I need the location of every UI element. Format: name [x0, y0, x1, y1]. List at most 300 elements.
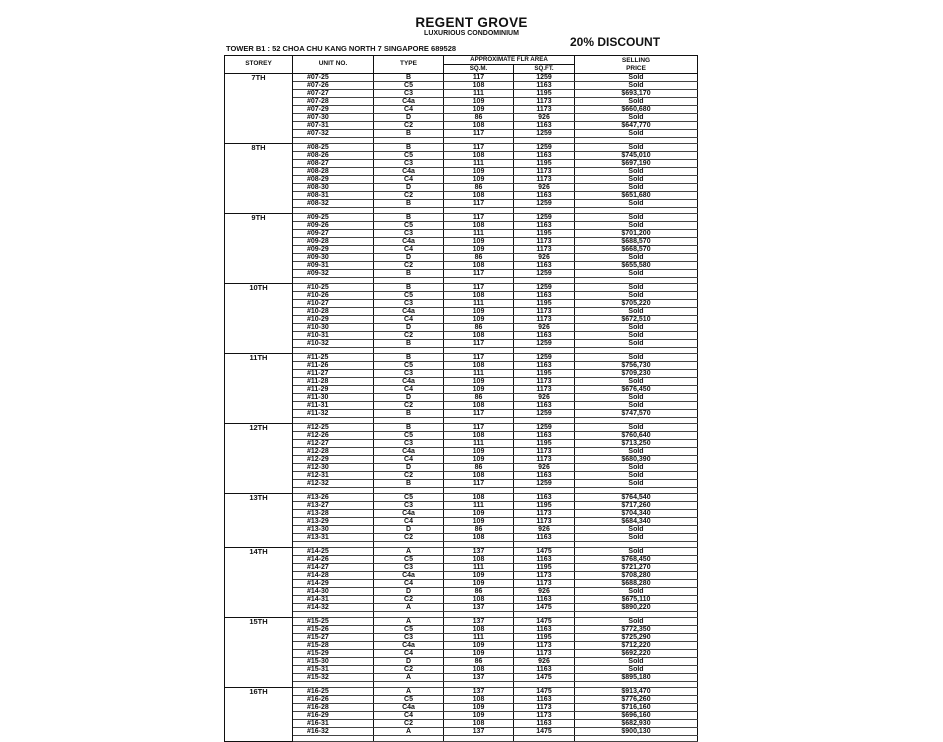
- unit-number-cell: #13-27: [293, 502, 374, 510]
- storey-cell: 9TH: [225, 214, 293, 284]
- unit-number-cell: #09-32: [293, 270, 374, 278]
- selling-price-cell: Sold: [575, 292, 698, 300]
- area-sqft-cell: 926: [514, 114, 575, 122]
- selling-price-cell: Sold: [575, 618, 698, 626]
- area-sqft-cell: 1163: [514, 332, 575, 340]
- selling-price-cell: $768,450: [575, 556, 698, 564]
- area-sqft-cell: 926: [514, 658, 575, 666]
- selling-price-cell: $895,180: [575, 674, 698, 682]
- selling-price-cell: Sold: [575, 526, 698, 534]
- area-sqft-cell: 1173: [514, 378, 575, 386]
- unit-number-cell: #10-28: [293, 308, 374, 316]
- unit-type-cell: C2: [374, 596, 444, 604]
- unit-type-cell: D: [374, 526, 444, 534]
- area-sqft-cell: 1163: [514, 472, 575, 480]
- area-sqft-cell: 1173: [514, 448, 575, 456]
- unit-number-cell: #13-29: [293, 518, 374, 526]
- selling-price-cell: Sold: [575, 168, 698, 176]
- unit-number-cell: #12-27: [293, 440, 374, 448]
- area-sqm-cell: 111: [444, 502, 514, 510]
- unit-number-cell: #11-31: [293, 402, 374, 410]
- selling-price-cell: Sold: [575, 98, 698, 106]
- selling-price-cell: Sold: [575, 144, 698, 152]
- selling-price-cell: Sold: [575, 588, 698, 596]
- table-row: [225, 472, 698, 480]
- table-row: [225, 534, 698, 542]
- area-sqm-cell: 108: [444, 332, 514, 340]
- area-sqft-cell: 1163: [514, 122, 575, 130]
- area-sqft-cell: 1163: [514, 292, 575, 300]
- area-sqft-cell: 1195: [514, 564, 575, 572]
- unit-number-cell: #07-31: [293, 122, 374, 130]
- table-row: [225, 152, 698, 160]
- area-sqm-cell: 109: [444, 712, 514, 720]
- area-sqft-cell: 1163: [514, 262, 575, 270]
- unit-type-cell: A: [374, 674, 444, 682]
- selling-price-cell: $692,220: [575, 650, 698, 658]
- unit-number-cell: #15-27: [293, 634, 374, 642]
- unit-number-cell: #11-25: [293, 354, 374, 362]
- table-row: [225, 114, 698, 122]
- unit-number-cell: #09-25: [293, 214, 374, 222]
- selling-price-cell: $676,450: [575, 386, 698, 394]
- unit-type-cell: C4: [374, 176, 444, 184]
- selling-price-cell: $764,540: [575, 494, 698, 502]
- unit-type-cell: C3: [374, 370, 444, 378]
- area-sqft-cell: 1163: [514, 720, 575, 728]
- area-sqm-cell: 108: [444, 666, 514, 674]
- table-row: [225, 284, 698, 292]
- area-sqft-cell: 1163: [514, 666, 575, 674]
- area-sqm-cell: 108: [444, 292, 514, 300]
- area-sqm-cell: 137: [444, 548, 514, 556]
- table-row: [225, 410, 698, 418]
- area-sqm-cell: 108: [444, 626, 514, 634]
- selling-price-cell: $668,570: [575, 246, 698, 254]
- table-row: [225, 262, 698, 270]
- unit-type-cell: B: [374, 200, 444, 208]
- unit-type-cell: B: [374, 410, 444, 418]
- col-header-unit: UNIT NO.: [293, 56, 374, 74]
- unit-number-cell: #15-28: [293, 642, 374, 650]
- unit-type-cell: C2: [374, 192, 444, 200]
- table-row: [225, 518, 698, 526]
- unit-type-cell: C2: [374, 122, 444, 130]
- selling-price-cell: Sold: [575, 354, 698, 362]
- area-sqft-cell: 1259: [514, 480, 575, 488]
- area-sqft-cell: 926: [514, 394, 575, 402]
- area-sqft-cell: 1475: [514, 728, 575, 736]
- unit-type-cell: C4: [374, 650, 444, 658]
- unit-type-cell: C2: [374, 332, 444, 340]
- selling-price-cell: $712,220: [575, 642, 698, 650]
- unit-type-cell: C5: [374, 432, 444, 440]
- table-row: [225, 634, 698, 642]
- unit-type-cell: C4: [374, 386, 444, 394]
- selling-price-cell: Sold: [575, 402, 698, 410]
- unit-number-cell: #15-25: [293, 618, 374, 626]
- table-row: [225, 292, 698, 300]
- storey-cell: 12TH: [225, 424, 293, 494]
- area-sqft-cell: 1259: [514, 270, 575, 278]
- table-row: [225, 160, 698, 168]
- area-sqm-cell: 109: [444, 518, 514, 526]
- unit-type-cell: D: [374, 588, 444, 596]
- table-row: [225, 340, 698, 348]
- unit-number-cell: #16-31: [293, 720, 374, 728]
- unit-number-cell: #15-31: [293, 666, 374, 674]
- unit-number-cell: #10-26: [293, 292, 374, 300]
- table-row: [225, 254, 698, 262]
- unit-number-cell: #14-29: [293, 580, 374, 588]
- selling-price-cell: $651,680: [575, 192, 698, 200]
- selling-price-cell: $693,170: [575, 90, 698, 98]
- unit-type-cell: C3: [374, 300, 444, 308]
- selling-price-cell: $672,510: [575, 316, 698, 324]
- selling-price-cell: $684,340: [575, 518, 698, 526]
- unit-type-cell: C4: [374, 106, 444, 114]
- selling-price-cell: $716,160: [575, 704, 698, 712]
- area-sqft-cell: 1163: [514, 696, 575, 704]
- table-row: [225, 370, 698, 378]
- unit-number-cell: #13-30: [293, 526, 374, 534]
- unit-type-cell: C5: [374, 556, 444, 564]
- table-row: [225, 440, 698, 448]
- area-sqft-cell: 1195: [514, 634, 575, 642]
- selling-price-cell: $756,730: [575, 362, 698, 370]
- area-sqft-cell: 926: [514, 526, 575, 534]
- selling-price-cell: Sold: [575, 324, 698, 332]
- area-sqm-cell: 111: [444, 370, 514, 378]
- selling-price-cell: Sold: [575, 130, 698, 138]
- selling-price-cell: $721,270: [575, 564, 698, 572]
- area-sqft-cell: 1173: [514, 712, 575, 720]
- area-sqm-cell: 117: [444, 130, 514, 138]
- selling-price-cell: $680,390: [575, 456, 698, 464]
- unit-type-cell: C5: [374, 292, 444, 300]
- area-sqm-cell: 109: [444, 580, 514, 588]
- unit-type-cell: D: [374, 184, 444, 192]
- selling-price-cell: Sold: [575, 666, 698, 674]
- area-sqm-cell: 108: [444, 82, 514, 90]
- unit-type-cell: C4a: [374, 572, 444, 580]
- area-sqft-cell: 1173: [514, 518, 575, 526]
- unit-type-cell: C3: [374, 90, 444, 98]
- unit-number-cell: #11-29: [293, 386, 374, 394]
- table-row: [225, 316, 698, 324]
- unit-number-cell: #15-32: [293, 674, 374, 682]
- area-sqft-cell: 1195: [514, 160, 575, 168]
- table-row: [225, 378, 698, 386]
- table-body: [225, 74, 698, 742]
- area-sqm-cell: 109: [444, 456, 514, 464]
- area-sqft-cell: 1173: [514, 510, 575, 518]
- unit-number-cell: #11-28: [293, 378, 374, 386]
- storey-cell: 15TH: [225, 618, 293, 688]
- selling-price-cell: Sold: [575, 184, 698, 192]
- area-sqm-cell: 111: [444, 564, 514, 572]
- selling-price-cell: $688,570: [575, 238, 698, 246]
- selling-price-cell: Sold: [575, 254, 698, 262]
- unit-type-cell: C4a: [374, 238, 444, 246]
- table-row: [225, 666, 698, 674]
- unit-type-cell: A: [374, 548, 444, 556]
- unit-type-cell: C4: [374, 246, 444, 254]
- spacer-row: [225, 736, 698, 742]
- selling-price-cell: $660,680: [575, 106, 698, 114]
- area-sqft-cell: 926: [514, 464, 575, 472]
- table-row: [225, 464, 698, 472]
- area-sqft-cell: 1163: [514, 432, 575, 440]
- unit-type-cell: C4: [374, 712, 444, 720]
- table-row: [225, 596, 698, 604]
- area-sqm-cell: 86: [444, 184, 514, 192]
- unit-type-cell: B: [374, 270, 444, 278]
- unit-number-cell: #09-30: [293, 254, 374, 262]
- selling-price-cell: $701,200: [575, 230, 698, 238]
- area-sqm-cell: 137: [444, 688, 514, 696]
- area-sqft-cell: 1163: [514, 152, 575, 160]
- selling-price-cell: $709,230: [575, 370, 698, 378]
- selling-price-cell: $647,770: [575, 122, 698, 130]
- selling-price-cell: Sold: [575, 214, 698, 222]
- table-row: [225, 238, 698, 246]
- unit-type-cell: D: [374, 254, 444, 262]
- table-row: [225, 144, 698, 152]
- unit-number-cell: #09-29: [293, 246, 374, 254]
- selling-price-cell: $682,930: [575, 720, 698, 728]
- unit-type-cell: D: [374, 394, 444, 402]
- table-row: [225, 432, 698, 440]
- area-sqm-cell: 117: [444, 144, 514, 152]
- unit-number-cell: #08-30: [293, 184, 374, 192]
- selling-price-cell: Sold: [575, 332, 698, 340]
- selling-price-cell: Sold: [575, 340, 698, 348]
- area-sqm-cell: 86: [444, 464, 514, 472]
- table-row: [225, 548, 698, 556]
- selling-price-cell: Sold: [575, 534, 698, 542]
- unit-number-cell: #12-28: [293, 448, 374, 456]
- area-sqm-cell: 109: [444, 168, 514, 176]
- selling-price-cell: Sold: [575, 222, 698, 230]
- area-sqm-cell: 111: [444, 300, 514, 308]
- area-sqft-cell: 1195: [514, 300, 575, 308]
- unit-type-cell: C3: [374, 634, 444, 642]
- table-row: [225, 564, 698, 572]
- area-sqm-cell: 137: [444, 674, 514, 682]
- table-row: [225, 308, 698, 316]
- unit-number-cell: #07-29: [293, 106, 374, 114]
- unit-number-cell: #10-31: [293, 332, 374, 340]
- area-sqft-cell: 1195: [514, 502, 575, 510]
- unit-number-cell: #15-26: [293, 626, 374, 634]
- unit-type-cell: C3: [374, 160, 444, 168]
- table-row: [225, 82, 698, 90]
- area-sqft-cell: 1259: [514, 144, 575, 152]
- unit-number-cell: #07-32: [293, 130, 374, 138]
- unit-number-cell: #08-29: [293, 176, 374, 184]
- area-sqft-cell: 1163: [514, 494, 575, 502]
- discount-label: 20% DISCOUNT: [570, 35, 661, 49]
- unit-type-cell: C4a: [374, 378, 444, 386]
- unit-number-cell: #15-30: [293, 658, 374, 666]
- unit-number-cell: #13-26: [293, 494, 374, 502]
- selling-price-cell: Sold: [575, 472, 698, 480]
- col-header-type: TYPE: [374, 56, 444, 74]
- area-sqft-cell: 1259: [514, 354, 575, 362]
- unit-number-cell: #16-28: [293, 704, 374, 712]
- area-sqft-cell: 1173: [514, 176, 575, 184]
- area-sqm-cell: 86: [444, 324, 514, 332]
- unit-type-cell: C4a: [374, 448, 444, 456]
- table-row: [225, 122, 698, 130]
- table-row: [225, 712, 698, 720]
- selling-price-cell: Sold: [575, 176, 698, 184]
- area-sqft-cell: 1259: [514, 410, 575, 418]
- area-sqft-cell: 1163: [514, 626, 575, 634]
- selling-price-cell: Sold: [575, 548, 698, 556]
- table-row: [225, 424, 698, 432]
- storey-cell: 13TH: [225, 494, 293, 548]
- area-sqm-cell: 111: [444, 230, 514, 238]
- unit-type-cell: B: [374, 284, 444, 292]
- spacer-cell: [444, 736, 514, 742]
- unit-number-cell: #14-25: [293, 548, 374, 556]
- unit-type-cell: B: [374, 130, 444, 138]
- selling-price-cell: $675,110: [575, 596, 698, 604]
- spacer-cell: [514, 736, 575, 742]
- area-sqft-cell: 1475: [514, 618, 575, 626]
- selling-price-cell: $697,190: [575, 160, 698, 168]
- area-sqft-cell: 1173: [514, 386, 575, 394]
- tower-address: TOWER B1 : 52 CHOA CHU KANG NORTH 7 SINGAPORE 689528: [226, 44, 457, 53]
- area-sqm-cell: 108: [444, 494, 514, 502]
- table-row: [225, 394, 698, 402]
- unit-number-cell: #12-26: [293, 432, 374, 440]
- table-header: [225, 56, 698, 74]
- unit-type-cell: C2: [374, 666, 444, 674]
- table-row: [225, 728, 698, 736]
- selling-price-cell: $704,340: [575, 510, 698, 518]
- selling-price-cell: $717,260: [575, 502, 698, 510]
- area-sqft-cell: 1163: [514, 596, 575, 604]
- unit-type-cell: A: [374, 604, 444, 612]
- storey-cell: 14TH: [225, 548, 293, 618]
- selling-price-cell: $760,640: [575, 432, 698, 440]
- unit-type-cell: C3: [374, 230, 444, 238]
- area-sqft-cell: 1259: [514, 200, 575, 208]
- table-row: [225, 230, 698, 238]
- area-sqm-cell: 86: [444, 658, 514, 666]
- area-sqm-cell: 86: [444, 588, 514, 596]
- table-row: [225, 674, 698, 682]
- unit-number-cell: #16-32: [293, 728, 374, 736]
- selling-price-cell: $655,580: [575, 262, 698, 270]
- area-sqm-cell: 109: [444, 246, 514, 254]
- unit-number-cell: #14-32: [293, 604, 374, 612]
- unit-number-cell: #13-28: [293, 510, 374, 518]
- unit-type-cell: C4: [374, 456, 444, 464]
- table-row: [225, 456, 698, 464]
- table-row: [225, 494, 698, 502]
- table-row: [225, 324, 698, 332]
- area-sqm-cell: 109: [444, 106, 514, 114]
- selling-price-cell: Sold: [575, 480, 698, 488]
- area-sqm-cell: 117: [444, 284, 514, 292]
- unit-type-cell: C4a: [374, 168, 444, 176]
- document-subtitle: LUXURIOUS CONDOMINIUM: [424, 30, 519, 37]
- area-sqm-cell: 108: [444, 432, 514, 440]
- selling-price-cell: Sold: [575, 394, 698, 402]
- area-sqft-cell: 926: [514, 254, 575, 262]
- table-row: [225, 300, 698, 308]
- selling-price-cell: $696,160: [575, 712, 698, 720]
- table-row: [225, 270, 698, 278]
- area-sqm-cell: 108: [444, 152, 514, 160]
- area-sqft-cell: 1163: [514, 402, 575, 410]
- spacer-cell: [293, 736, 374, 742]
- table-row: [225, 402, 698, 410]
- table-row: [225, 688, 698, 696]
- unit-number-cell: #11-26: [293, 362, 374, 370]
- unit-number-cell: #10-25: [293, 284, 374, 292]
- unit-number-cell: #07-30: [293, 114, 374, 122]
- area-sqm-cell: 109: [444, 98, 514, 106]
- unit-type-cell: C5: [374, 626, 444, 634]
- unit-number-cell: #07-26: [293, 82, 374, 90]
- table-row: [225, 362, 698, 370]
- unit-type-cell: C2: [374, 720, 444, 728]
- unit-type-cell: C2: [374, 402, 444, 410]
- unit-type-cell: C3: [374, 502, 444, 510]
- unit-type-cell: C4: [374, 316, 444, 324]
- area-sqft-cell: 1259: [514, 284, 575, 292]
- table-row: [225, 526, 698, 534]
- area-sqm-cell: 86: [444, 526, 514, 534]
- unit-number-cell: #12-25: [293, 424, 374, 432]
- unit-number-cell: #14-31: [293, 596, 374, 604]
- unit-number-cell: #08-26: [293, 152, 374, 160]
- table-row: [225, 580, 698, 588]
- area-sqm-cell: 117: [444, 340, 514, 348]
- area-sqft-cell: 1173: [514, 650, 575, 658]
- selling-price-cell: $713,250: [575, 440, 698, 448]
- table-row: [225, 650, 698, 658]
- table-row: [225, 572, 698, 580]
- col-header-price-label: SELLING PRICE: [621, 56, 651, 72]
- unit-type-cell: B: [374, 74, 444, 82]
- area-sqm-cell: 117: [444, 74, 514, 82]
- unit-type-cell: C4a: [374, 510, 444, 518]
- area-sqm-cell: 108: [444, 262, 514, 270]
- area-sqm-cell: 109: [444, 308, 514, 316]
- table-row: [225, 588, 698, 596]
- selling-price-cell: Sold: [575, 82, 698, 90]
- area-sqft-cell: 1173: [514, 572, 575, 580]
- storey-cell: 8TH: [225, 144, 293, 214]
- table-row: [225, 98, 698, 106]
- unit-number-cell: #11-32: [293, 410, 374, 418]
- area-sqm-cell: 108: [444, 222, 514, 230]
- area-sqm-cell: 117: [444, 200, 514, 208]
- table-row: [225, 246, 698, 254]
- unit-type-cell: B: [374, 354, 444, 362]
- area-sqft-cell: 1173: [514, 168, 575, 176]
- area-sqm-cell: 108: [444, 122, 514, 130]
- unit-number-cell: #14-28: [293, 572, 374, 580]
- unit-number-cell: #16-29: [293, 712, 374, 720]
- unit-number-cell: #11-27: [293, 370, 374, 378]
